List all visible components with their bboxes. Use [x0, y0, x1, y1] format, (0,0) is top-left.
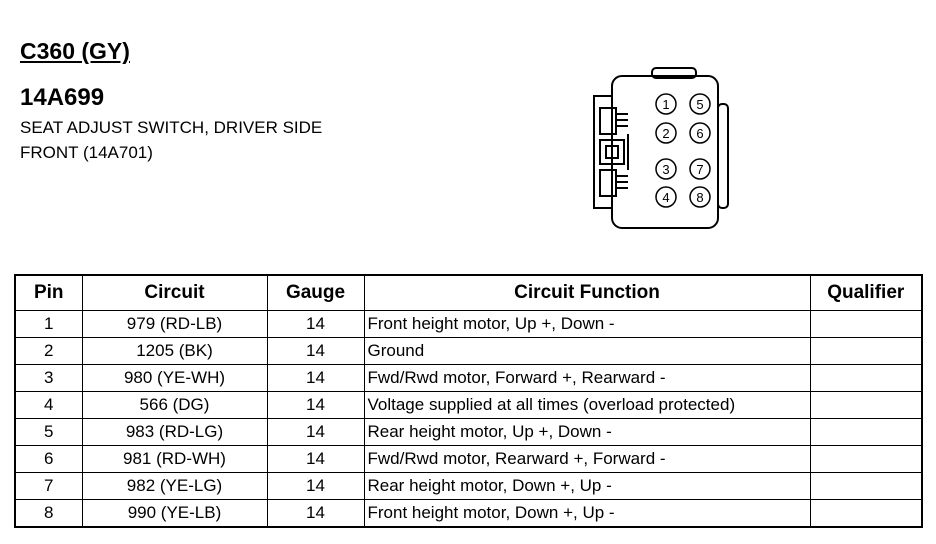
svg-text:1: 1 [662, 97, 670, 112]
pin-5-cavity [690, 94, 710, 114]
component-description: SEAT ADJUST SWITCH, DRIVER SIDE [20, 118, 323, 137]
gauge-cell: 14 [267, 500, 364, 528]
svg-text:4: 4 [662, 190, 670, 205]
pin-cell: 3 [15, 365, 82, 392]
table-row [15, 500, 922, 528]
pin-column-header: Pin [15, 275, 82, 311]
function-cell: Fwd/Rwd motor, Rearward +, Forward - [364, 446, 810, 473]
pinout-table [14, 274, 923, 528]
function-column-header: Circuit Function [364, 275, 810, 311]
circuit-cell: 983 (RD-LG) [82, 419, 267, 446]
pin-1-cavity [656, 94, 676, 114]
connector-id: C360 (GY) [20, 38, 130, 64]
svg-text:2: 2 [662, 126, 670, 141]
pin-cell: 1 [15, 311, 82, 338]
circuit-cell: 1205 (BK) [82, 338, 267, 365]
qualifier-cell [810, 419, 922, 446]
circuit-cell: 979 (RD-LB) [82, 311, 267, 338]
qualifier-cell [810, 473, 922, 500]
qualifier-cell [810, 446, 922, 473]
pin-cell: 7 [15, 473, 82, 500]
gauge-cell: 14 [267, 392, 364, 419]
function-cell: Voltage supplied at all times (overload protected) [364, 392, 810, 419]
pin-4-cavity [656, 187, 676, 207]
circuit-cell: 981 (RD-WH) [82, 446, 267, 473]
pin-6-cavity [690, 123, 710, 143]
gauge-cell: 14 [267, 446, 364, 473]
gauge-column-header: Gauge [267, 275, 364, 311]
circuit-cell: 982 (YE-LG) [82, 473, 267, 500]
function-cell: Front height motor, Up +, Down - [364, 311, 810, 338]
table-row [15, 446, 922, 473]
function-cell: Front height motor, Down +, Up - [364, 500, 810, 528]
function-cell: Rear height motor, Up +, Down - [364, 419, 810, 446]
pin-2-cavity [656, 123, 676, 143]
qualifier-cell [810, 500, 922, 528]
table-header-row [15, 275, 922, 311]
gauge-cell: 14 [267, 338, 364, 365]
qualifier-column-header: Qualifier [810, 275, 922, 311]
function-cell: Ground [364, 338, 810, 365]
component-location: FRONT (14A701) [20, 143, 153, 162]
pin-cell: 8 [15, 500, 82, 528]
qualifier-cell [810, 338, 922, 365]
function-cell: Fwd/Rwd motor, Forward +, Rearward - [364, 365, 810, 392]
table-row [15, 311, 922, 338]
qualifier-cell [810, 365, 922, 392]
connector-face-diagram [586, 64, 742, 240]
gauge-cell: 14 [267, 419, 364, 446]
table-row [15, 473, 922, 500]
svg-text:5: 5 [696, 97, 704, 112]
circuit-cell: 566 (DG) [82, 392, 267, 419]
table-row [15, 338, 922, 365]
function-cell: Rear height motor, Down +, Up - [364, 473, 810, 500]
gauge-cell: 14 [267, 365, 364, 392]
table-row [15, 419, 922, 446]
pin-3-cavity [656, 159, 676, 179]
qualifier-cell [810, 311, 922, 338]
pin-7-cavity [690, 159, 710, 179]
pin-cell: 4 [15, 392, 82, 419]
svg-text:6: 6 [696, 126, 704, 141]
pin-8-cavity [690, 187, 710, 207]
part-number: 14A699 [20, 84, 105, 111]
svg-text:7: 7 [696, 162, 704, 177]
pin-cell: 6 [15, 446, 82, 473]
qualifier-cell [810, 392, 922, 419]
circuit-column-header: Circuit [82, 275, 267, 311]
circuit-cell: 990 (YE-LB) [82, 500, 267, 528]
svg-text:3: 3 [662, 162, 670, 177]
gauge-cell: 14 [267, 473, 364, 500]
svg-text:8: 8 [696, 190, 704, 205]
circuit-cell: 980 (YE-WH) [82, 365, 267, 392]
pin-cavities [656, 94, 710, 207]
gauge-cell: 14 [267, 311, 364, 338]
table-row [15, 392, 922, 419]
table-row [15, 365, 922, 392]
pin-cell: 2 [15, 338, 82, 365]
pin-cell: 5 [15, 419, 82, 446]
